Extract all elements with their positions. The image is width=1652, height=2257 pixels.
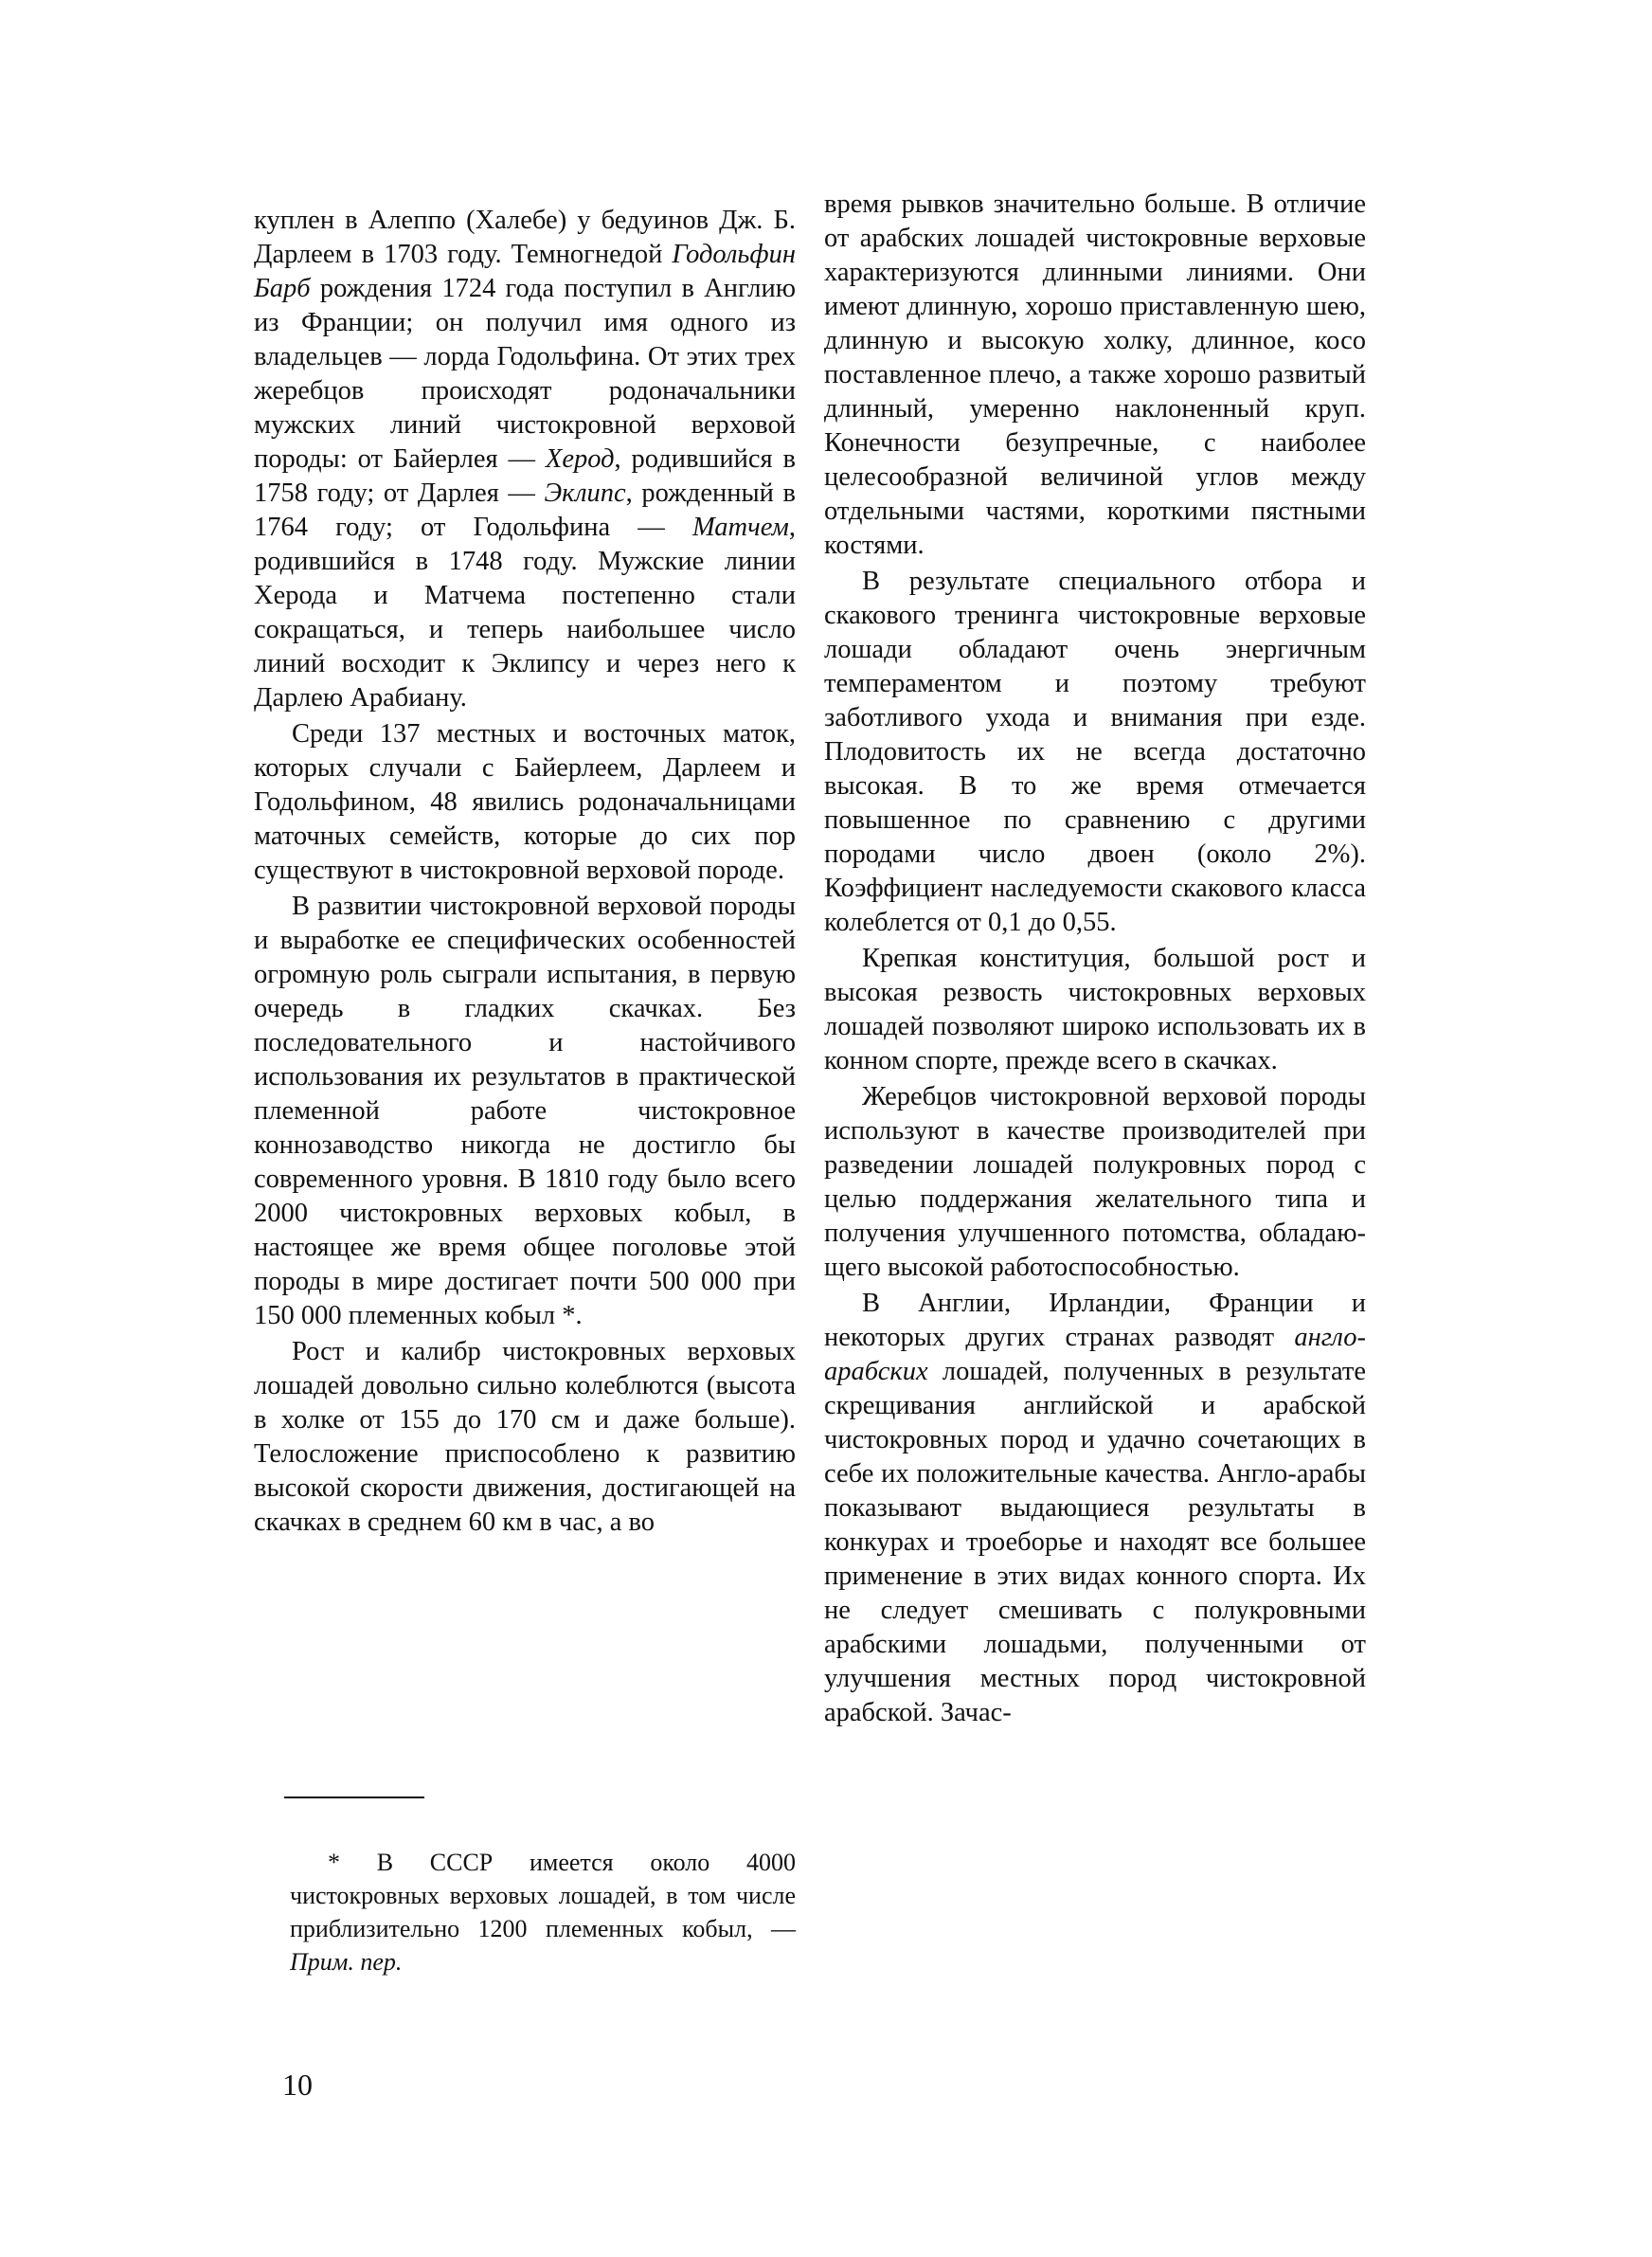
footnote-divider xyxy=(284,1797,424,1798)
right-paragraph-4: Жеребцов чистокровной верховой породы используют в качестве производителей при разведении лошадей полукровных пород с целью поддержания желательного типа и получения улучшенного потомства, обладающего высокой работоспособностью. xyxy=(824,1082,1366,1282)
left-paragraph-3: В развитии чистокровной верховой породы и выработке ее специфических особенностей огромную роль сыграли испытания, в первую очередь в гладких скачках. Без последовательного и настойчивого использования их результатов в практической племенной работе чистокровное коннозаводство никогда не достигло бы современного уровня. В 1810 году было всего 2000 чистокровных верховых кобыл, в настоящее же время общее поголовье этой породы в мире достигает почти 500 000 при 150 000 племенных кобыл *. xyxy=(254,892,796,1330)
breed-name-anglo-arab: англо-арабских xyxy=(824,1323,1366,1386)
left-paragraph-4: Рост и калибр чистокровных верховых лошадей довольно сильно колеблются (высота в холке от 155 до 170 см и даже больше). Телосложение приспособлено к развитию высокой скорости движения, достигающей на скачках в среднем 60 км в час, а во xyxy=(254,1337,796,1537)
left-column xyxy=(254,204,796,1540)
footnote-translator-note: Прим. пер. xyxy=(290,1948,403,1976)
right-paragraph-3: Крепкая конституция, большой рост и высокая резвость чистокровных верховых лошадей позволяют широко использовать их в конном спорте, прежде всего в скачках. xyxy=(824,944,1366,1075)
left-paragraph-1: куплен в Алеппо (Халебе) у бедуинов Дж. Б. Дарлеем в 1703 году. Темногнедой Годольфин Барб рождения 1724 года поступил в Англию из Франции; он получил имя одного из владельцев — лорда Годольфина. От этих трех жеребцов происходят родоначальники мужских линий чистокровной верховой породы: от Байерлея — Херод, родившийся в 1758 году; от Дарлея — Эклипс, рожденный в 1764 году; от Годольфина — Матчем, родившийся в 1748 году. Мужские линии Херода и Матчема постепенно стали сокращаться, и теперь наибольшее число линий восходит к Эклипсу и через него к Дарлею Арабиану. xyxy=(254,206,796,713)
right-paragraph-1: время рывков значительно больше. В отличие от арабских лошадей чистокровные верховые характеризуются длинными линиями. Они имеют длинную, хорошо приставленную шею, длинную и высокую холку, длинное, косо поставленное плечо, а также хорошо развитый длинный, умеренно наклоненный круп. Конечности безупречные, с наиболее целесообразной величиной углов между отдельными частями, короткими пястными костями. xyxy=(824,190,1366,560)
page-number: 10 xyxy=(282,2067,313,2102)
footnote-text: * В СССР имеется около 4000 чистокровных верховых лошадей, в том числе приблизительно 1200 племенных кобыл, — xyxy=(290,1849,796,1942)
breed-name-godolphin-barb: Годольфин Барб xyxy=(254,240,796,303)
horse-name-herod: Херод xyxy=(545,444,615,474)
horse-name-matchem: Матчем xyxy=(691,513,789,542)
right-paragraph-5: В Англии, Ирландии, Франции и некоторых других странах разводят англо-арабских лошадей, полученных в результате скрещивания английской и арабской чистокровных пород и удачно сочетающих в себе их положительные качества. Англо-арабы показывают выдающиеся результаты в конкурах и троеборье и находят все большее применение в этих видах конного спорта. Их не следует смешивать с полукровными арабскими лошадьми, полученными от улучшения местных пород чистокровной арабской. Зачас- xyxy=(824,1289,1366,1727)
horse-name-eclipse: Эклипс xyxy=(544,478,626,508)
right-paragraph-2: В результате специального отбора и скакового тренинга чистокровные верховые лошади обладают очень энергичным темпераментом и поэтому требуют заботливого ухода и внимания при езде. Плодовитость их не всегда достаточно высокая. В то же время отмечается повышенное по сравнению с другими породами число двоен (около 2%). Коэффициент наследуемости скакового класса колеблется от 0,1 до 0,55. xyxy=(824,567,1366,937)
footnote xyxy=(290,1846,796,1978)
left-paragraph-2: Среди 137 местных и восточных маток, которых случали с Байерлеем, Дарлеем и Годольфином, 48 явились родоначальницами маточных семейств, которые до сих пор существуют в чистокровной верховой породе. xyxy=(254,719,796,885)
right-column xyxy=(824,188,1366,1730)
